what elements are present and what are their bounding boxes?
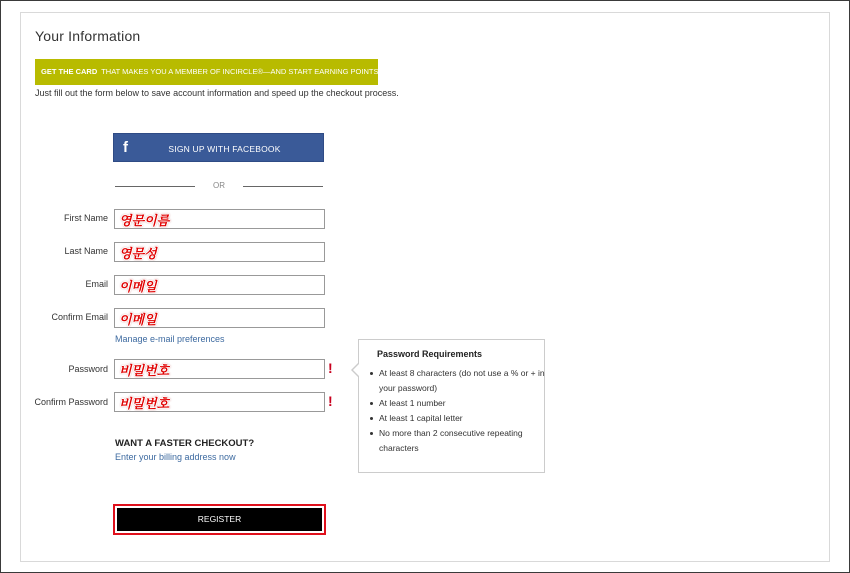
facebook-icon: f [123,139,128,156]
banner-text: THAT MAKES YOU A MEMBER OF INCIRCLE®—AND START EARNING POINTS [101,67,378,76]
email-label: Email [85,279,108,289]
confirm-password-label: Confirm Password [34,397,108,407]
first-name-label: First Name [63,213,108,223]
banner-bold-text: GET THE CARD [41,67,98,76]
password-requirements-title: Password Requirements [377,349,483,359]
password-requirements-tooltip [358,339,545,473]
confirm-email-input[interactable] [115,309,324,327]
confirm-password-field-box [114,392,325,412]
or-divider-label: OR [213,181,225,190]
confirm-password-error-icon: ! [328,393,333,409]
password-error-icon: ! [328,360,333,376]
page-subtitle: Just fill out the form below to save account information and speed up the checkout process. [35,88,399,98]
password-requirements-list [359,366,549,456]
get-the-card-banner[interactable] [35,59,378,85]
confirm-email-field-box [114,308,325,328]
confirm-email-label: Confirm Email [51,312,108,322]
password-label: Password [68,364,108,374]
facebook-signup-button[interactable] [113,133,324,162]
password-field-box [114,359,325,379]
email-input[interactable] [115,276,324,294]
requirement-item: At least 8 characters (do not use a % or + in your password) [379,366,549,396]
password-input[interactable] [115,360,324,378]
confirm-password-input[interactable] [115,393,324,411]
page-title: Your Information [35,28,141,44]
first-name-input[interactable] [115,210,324,228]
register-highlight [113,504,326,535]
email-field-box [114,275,325,295]
register-button[interactable]: REGISTER [117,508,322,531]
last-name-label: Last Name [64,246,108,256]
faster-checkout-heading: WANT A FASTER CHECKOUT? [115,438,255,449]
facebook-signup-label: SIGN UP WITH FACEBOOK [168,144,281,154]
last-name-input[interactable] [115,243,324,261]
billing-address-link[interactable]: Enter your billing address now [115,452,236,462]
requirement-item: At least 1 capital letter [379,411,549,426]
first-name-field-box [114,209,325,229]
requirement-item: No more than 2 consecutive repeating characters [379,426,549,456]
requirement-item: At least 1 number [379,396,549,411]
divider-line-right [243,186,323,187]
divider-line-left [115,186,195,187]
last-name-field-box [114,242,325,262]
manage-email-preferences-link[interactable]: Manage e-mail preferences [115,334,225,344]
